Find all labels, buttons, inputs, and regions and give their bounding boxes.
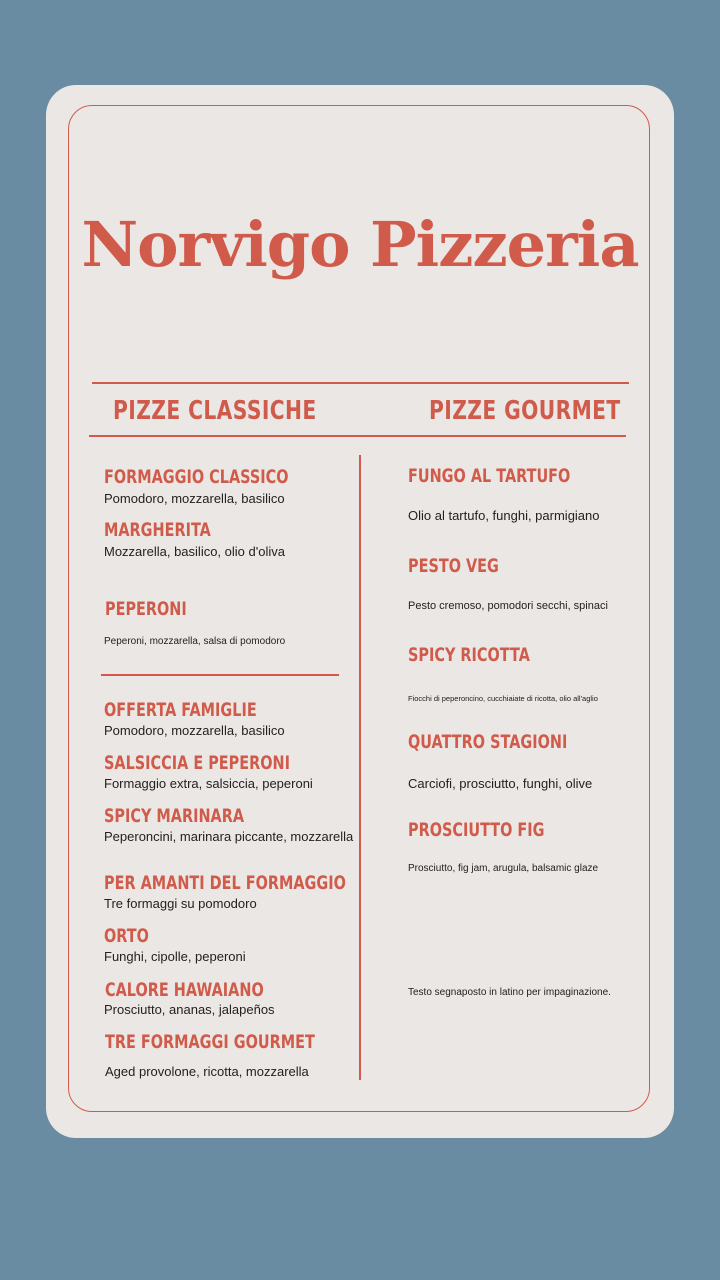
menu-item-description: Funghi, cipolle, peperoni: [104, 949, 246, 964]
menu-item-description: Aged provolone, ricotta, mozzarella: [105, 1064, 309, 1079]
menu-item-name: PEPERONI: [105, 598, 187, 620]
menu-item-description: Peperoni, mozzarella, salsa di pomodoro: [104, 636, 286, 647]
menu-item-description: Prosciutto, fig jam, arugula, balsamic glaze: [408, 863, 599, 874]
header-top-divider: [92, 382, 629, 384]
menu-item-description: Pesto cremoso, pomodori secchi, spinaci: [408, 600, 608, 612]
menu-item-description: Mozzarella, basilico, olio d'oliva: [104, 544, 285, 559]
menu-item-name: FORMAGGIO CLASSICO: [104, 466, 289, 488]
column-divider: [359, 455, 361, 1080]
menu-item-name: SPICY MARINARA: [104, 805, 245, 827]
placeholder-text: Testo segnaposto in latino per impaginazione.: [408, 987, 611, 998]
menu-item-description: Olio al tartufo, funghi, parmigiano: [408, 508, 600, 523]
page-title: Norvigo Pizzeria: [81, 208, 639, 281]
menu-item-name: SPICY RICOTTA: [408, 644, 530, 666]
menu-item-name: PESTO VEG: [408, 555, 499, 577]
menu-item-description: Tre formaggi su pomodoro: [104, 896, 257, 911]
menu-item-name: OFFERTA FAMIGLIE: [104, 699, 257, 721]
menu-item-name: PER AMANTI DEL FORMAGGIO: [104, 872, 346, 894]
menu-item-name: QUATTRO STAGIONI: [408, 731, 568, 753]
menu-item-name: MARGHERITA: [104, 519, 211, 541]
section-heading-gourmet: PIZZE GOURMET: [429, 396, 621, 426]
menu-item-description: Pomodoro, mozzarella, basilico: [104, 723, 285, 738]
menu-item-description: Prosciutto, ananas, jalapeños: [104, 1002, 275, 1017]
menu-item-name: PROSCIUTTO FIG: [408, 819, 545, 841]
menu-item-description: Carciofi, prosciutto, funghi, olive: [408, 776, 593, 791]
menu-item-name: SALSICCIA E PEPERONI: [104, 752, 290, 774]
menu-item-name: ORTO: [104, 925, 149, 947]
section-heading-classic: PIZZE CLASSICHE: [113, 396, 317, 426]
menu-item-name: TRE FORMAGGI GOURMET: [105, 1031, 315, 1053]
menu-item-description: Peperoncini, marinara piccante, mozzarella: [104, 829, 354, 844]
menu-item-description: Pomodoro, mozzarella, basilico: [104, 491, 285, 506]
menu-item-description: Formaggio extra, salsiccia, peperoni: [104, 776, 313, 791]
classic-group-divider: [101, 674, 339, 676]
menu-item-name: FUNGO AL TARTUFO: [408, 465, 571, 487]
menu-item-name: CALORE HAWAIANO: [105, 979, 264, 1001]
menu-item-description: Fiocchi di peperoncino, cucchiaiate di ricotta, olio all'aglio: [408, 694, 598, 703]
header-bottom-divider: [89, 435, 626, 437]
